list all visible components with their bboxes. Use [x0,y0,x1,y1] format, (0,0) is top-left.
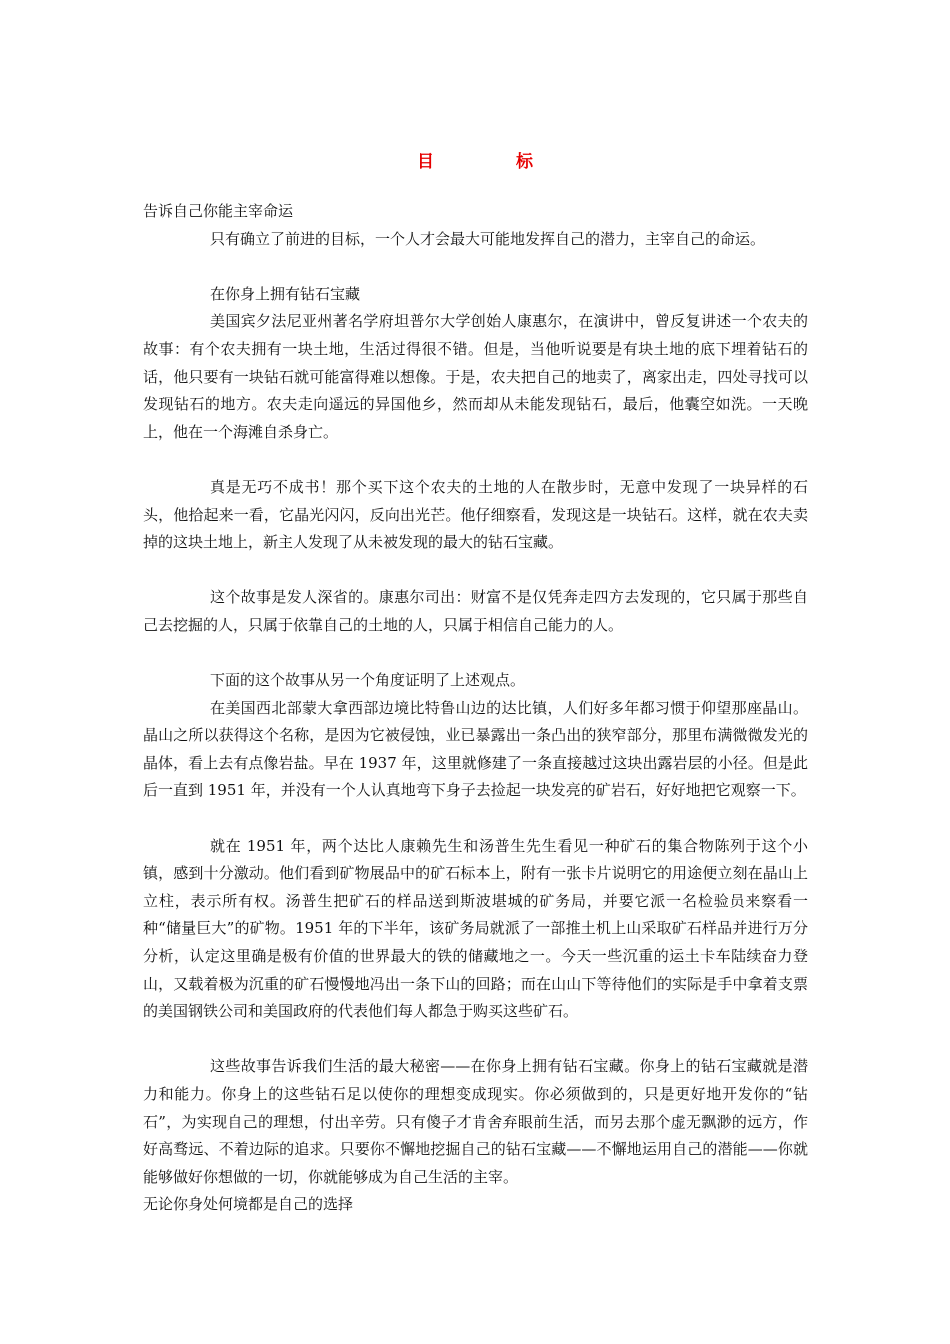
paragraph-gap [143,1026,808,1054]
paragraph-conclusion: 这些故事告诉我们生活的最大秘密——在你身上拥有钻石宝藏。你身上的钻石宝藏就是潜力和能力。你身上的这些钻石足以使你的理想变成现实。你必须做到的，只是更好地开发你的“钻石”，为实现自己的理想，付出辛劳。只有傻子才肯舍弃眼前生活，而另去那个虚无飘渺的远方，作好高骛远、不着边际的追求。只要你不懈地挖掘自己的钻石宝藏——不懈地运用自己的潜能——你就能够做好你想做的一切，你就能够成为自己生活的主宰。 [143,1057,808,1186]
paragraph-gap [143,253,808,281]
document-title: 目 标 [417,152,571,172]
paragraph-gap [143,446,808,474]
document-body [143,198,808,1219]
section-heading-2: 在你身上拥有钻石宝藏 [210,284,361,303]
paragraph-transition: 下面的这个故事从另一个角度证明了上述观点。 [210,671,526,690]
section-heading-1: 告诉自己你能主宰命运 [143,202,294,220]
paragraph-moral: 这个故事是发人深省的。康惠尔司出：财富不是仅凭奔走四方去发现的，它只属于那些自己去挖掘的人，只属于依靠自己的土地的人，只属于相信自己能力的人。 [143,588,808,634]
paragraph-crystal-mountain: 在美国西北部蒙大拿西部边境比特鲁山边的达比镇，人们好多年都习惯于仰望那座晶山。晶山之所以获得这个名称，是因为它被侵蚀，业已暴露出一条凸出的狭窄部分，那里布满微微发光的晶体，看上去有点像岩盐。早在 1937 年，这里就修建了一条直接越过这块出露岩层的小径。但是此后一直到 1951 年，并没有一个人认真地弯下身子去捡起一块发亮的矿岩石，好好地把它观察一下。 [143,698,808,800]
paragraph-intro: 只有确立了前进的目标，一个人才会最大可能地发挥自己的潜力，主宰自己的命运。 [210,229,766,248]
paragraph-gap [143,557,808,585]
paragraph-new-owner: 真是无巧不成书！那个买下这个农夫的土地的人在散步时，无意中发现了一块异样的石头，他拾起来一看，它晶光闪闪，反向出光芒。他仔细察看，发现这是一块钻石。这样，就在农夫卖掉的这块土地上，新主人发现了从未被发现的最大的钻石宝藏。 [143,477,808,552]
section-heading-3: 无论你身处何境都是自己的选择 [143,1195,354,1214]
paragraph-gap [143,640,808,668]
paragraph-farmer-story: 美国宾夕法尼亚州著名学府坦普尔大学创始人康惠尔，在演讲中，曾反复讲述一个农夫的故事：有个农夫拥有一块土地，生活过得很不错。但是，当他听说要是有块土地的底下埋着钻石的话，他只要有一块钻石就可能富得难以想像。于是，农夫把自己的地卖了，离家出走，四处寻找可以发现钻石的地方。农夫走向遥远的异国他乡，然而却从未能发现钻石，最后，他囊空如洗。一天晚上，他在一个海滩自杀身亡。 [143,312,808,441]
paragraph-1951-discovery: 就在 1951 年，两个达比人康赖先生和汤普生先生看见一种矿石的集合物陈列于这个小镇，感到十分激动。他们看到矿物展品中的矿石标本上，附有一张卡片说明它的用途便立刻在晶山上立柱，表示所有权。汤普生把矿石的样品送到斯波堪城的矿务局，并要它派一名检验员来察看一种“储量巨大”的矿物。1951 年的下半年，该矿务局就派了一部推土机上山采取矿石样品并进行万分分析，认定这里确是极有价值的世界最大的铁的储藏地之一。今天一些沉重的运土卡车陆续奋力登山，又载着极为沉重的矿石慢慢地冯出一条下山的回路；而在山山下等待他们的实际是手中拿着支票的美国钢铁公司和美国政府的代表他们每人都急于购买这些矿石。 [143,836,808,1021]
paragraph-gap [143,805,808,833]
